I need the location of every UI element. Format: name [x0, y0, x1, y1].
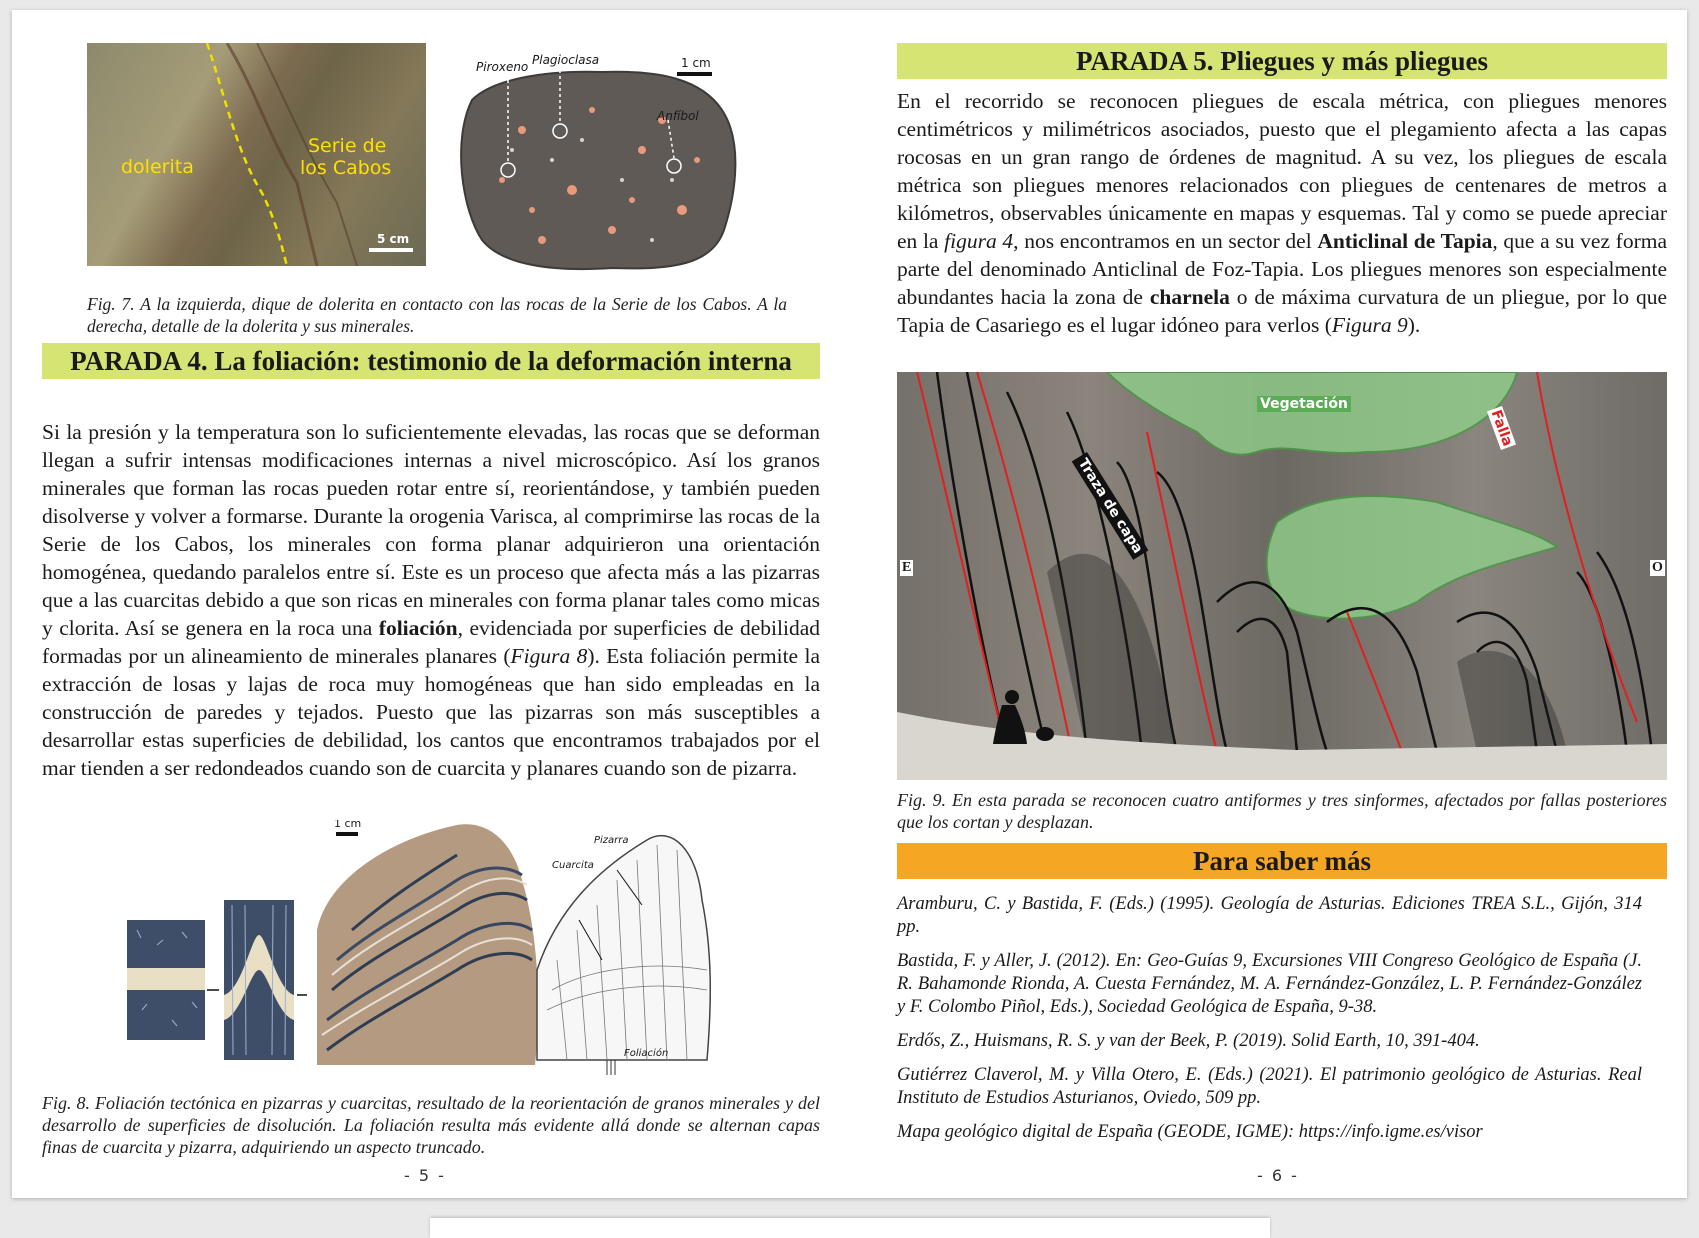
reference-item: Gutiérrez Claverol, M. y Villa Otero, E. (Eds.) (2021). El patrimonio geológico de Asturias. Real Instituto de Estudios Asturianos, Oviedo, 509 pp.: [897, 1065, 1642, 1108]
fig9-caption: Fig. 9. En esta parada se reconocen cuatro antiformes y tres sinformes, afectados por fallas posteriores que los cortan y desplazan.: [897, 790, 1667, 832]
label-pizarra: Pizarra: [594, 835, 629, 846]
reference-item: Aramburu, C. y Bastida, F. (Eds.) (1995). Geología de Asturias. Ediciones TREA S.L., Gijón, 314 pp.: [897, 894, 1642, 937]
more-info-title: Para saber más: [897, 843, 1667, 879]
page-5: [12, 10, 849, 1198]
section5-text-4: o de máxima curvatura de un pliegue, por lo que Tapia de Casariego es el lugar idóneo para verlos (: [897, 285, 1667, 337]
section5-bold-charnela: charnela: [1149, 285, 1230, 309]
label-plagioclasa: Plagioclasa: [532, 53, 600, 67]
section4-fig8-ref: Figura 8: [510, 644, 588, 668]
reference-item: Mapa geológico digital de España (GEODE, IGME): https://info.igme.es/visor: [897, 1122, 1483, 1142]
fig7-outcrop-photo: [87, 43, 426, 266]
fig8-scale-1cm: 1 cm: [334, 820, 362, 830]
section5-fig4-ref: figura 4: [944, 229, 1014, 253]
label-vegetacion: Vegetación: [1257, 396, 1351, 412]
section4-text-3: ). Esta foliación permite la extracción de losas y lajas de roca muy homogéneas que han sido empleadas en la construcción de paredes y tejados. Puesto que las pizarras son más susceptibles a desarrollar estas superficies de debilidad, los cantos que encontramos trabajados por el mar tienden a ser redondeados cuando son de cuarcita y planares cuando son de pizarra.: [42, 644, 820, 780]
next-page-edge: [430, 1218, 1270, 1238]
section5-title: PARADA 5. Pliegues y más pliegues: [897, 43, 1667, 79]
references-list: [897, 893, 1642, 1155]
section5-text-1: En el recorrido se reconocen pliegues de escala métrica, con pliegues menores centimétricos y milimétricos asociados, puesto que el plegamiento afecta a las capas rocosas en un gran rango de órdenes de magnitud. A su vez, los pliegues de escala métrica son pliegues menores relacionados con pliegues de centenares de metros a kilómetros, observables únicamente en mapas y esquemas. Tal y como se puede apreciar en la: [897, 89, 1667, 253]
label-falla: Falla: [1487, 407, 1516, 449]
label-serie-2: los Cabos: [300, 157, 392, 179]
reference-item: Bastida, F. y Aller, J. (2012). En: Geo-Guías 9, Excursiones VIII Congreso Geológico de España (J. R. Bahamonde Rionda, A. Cuesta Fernández, M. A. Fernández-González, L. P. Fernández-González y F. Colombo Piñol, Eds.), Sociedad Geológica de España, 9-38.: [897, 951, 1642, 1017]
fig8-drawing: [127, 820, 747, 1085]
section4-text-1: Si la presión y la temperatura son lo suficientemente elevadas, las rocas que se deforman llegan a sufrir intensas modificaciones internas a nivel microscópico. Así los granos minerales que forman las rocas pueden rotar entre sí, reorientándose, y también pueden disolverse y volver a formarse. Durante la orogenia Varisca, al comprimirse las rocas de la Serie de los Cabos, los minerales con forma planar adquirieron una orientación homogénea, quedando paralelos entre sí. Este es un proceso que afecta más a las pizarras que a las cuarcitas debido a que son ricas en minerales con forma planar tales como micas y clorita. Así se genera en la roca una: [42, 420, 820, 640]
label-cuarcita: Cuarcita: [552, 860, 594, 871]
section4-bold-foliacion: foliación: [378, 616, 458, 640]
section4-body: [42, 418, 820, 782]
section4-title: PARADA 4. La foliación: testimonio de la deformación interna: [42, 343, 820, 379]
scale-label-5cm: 5 cm: [377, 232, 410, 246]
fig7-sample-photo: [432, 40, 772, 280]
section5-text-3: , que a su vez forma parte del denominado Anticlinal de Foz-Tapia. Los pliegues menores son especialmente abundantes hacia la zona de: [897, 229, 1667, 309]
fig9-outcrop-photo: [897, 372, 1667, 780]
fig8-figure: [127, 820, 747, 1085]
label-piroxeno: Piroxeno: [476, 60, 529, 74]
label-dolerite: dolerita: [121, 156, 194, 178]
page-number-5: - 5 -: [404, 1166, 446, 1185]
section5-bold-anticlinal: Anticlinal de Tapia: [1317, 229, 1493, 253]
label-anfibol: Anfíbol: [657, 109, 699, 123]
fig7-caption: Fig. 7. A la izquierda, dique de dolerita en contacto con las rocas de la Serie de los Cabos. A la derecha, detalle de la dolerita y sus minerales.: [87, 294, 787, 336]
section4-text-2: , evidenciada por superficies de debilidad formadas por un alineamiento de minerales planares (: [42, 616, 820, 668]
fig7-sample-drawing: [432, 40, 772, 280]
page-number-6: - 6 -: [1257, 1166, 1299, 1185]
section5-text-5: ).: [1407, 313, 1421, 337]
fig8-caption: Fig. 8. Foliación tectónica en pizarras y cuarcitas, resultado de la reorientación de granos minerales y del desarrollo de superficies de disolución. La foliación resulta más evidente allá donde se alternan capas finas de cuarcita y pizarra, adquiriendo un aspecto truncado.: [42, 1093, 820, 1157]
label-foliacion: Foliación: [624, 1048, 669, 1059]
section5-body: [897, 87, 1667, 339]
label-traza-de-capa: Traza de capa: [1072, 452, 1149, 560]
fig9-fold-drawing: [897, 372, 1667, 780]
label-east: E: [902, 560, 912, 575]
label-west: O: [1652, 560, 1663, 575]
document-spread: [12, 10, 1687, 1198]
scale-label-1cm: 1 cm: [681, 56, 711, 70]
section5-fig9-ref: Figura 9: [1331, 313, 1408, 337]
reference-item: Erdős, Z., Huismans, R. S. y van der Beek, P. (2019). Solid Earth, 10, 391-404.: [897, 1031, 1480, 1051]
page-6: [849, 10, 1687, 1198]
label-serie-1: Serie de: [308, 135, 387, 157]
section5-text-2: , nos encontramos en un sector del: [1013, 229, 1318, 253]
